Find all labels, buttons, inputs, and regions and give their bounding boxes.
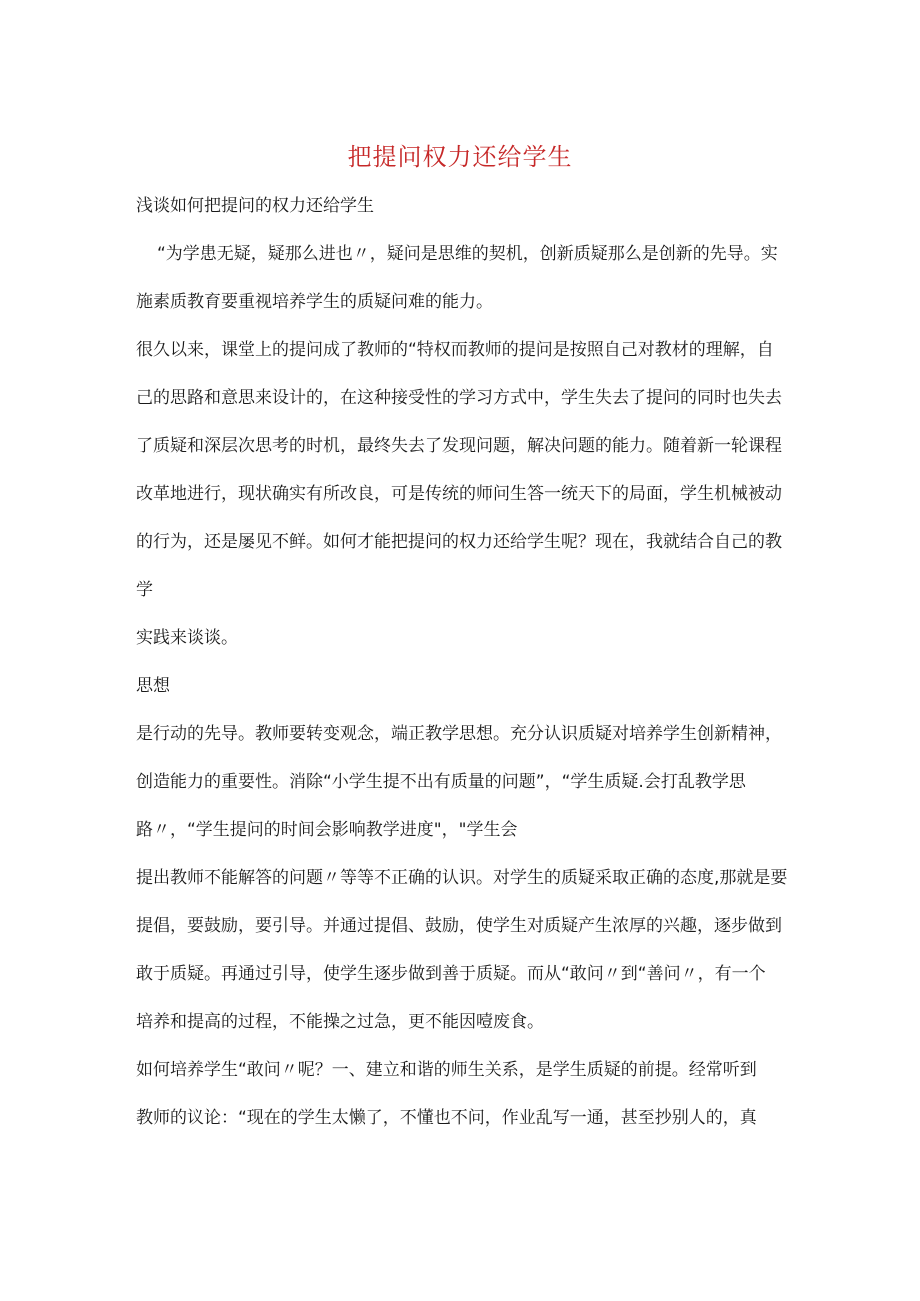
paragraph-line: 提出教师不能解答的问题〃等等不正确的认识。对学生的质疑采取正确的态度,那就是要: [136, 868, 788, 888]
paragraph-line: 敢于质疑。再通过引导，使学生逐步做到善于质疑。而从“敢问〃到“善问〃，有一个: [136, 964, 766, 984]
paragraph-line: 了质疑和深层次思考的时机，最终失去了发现问题，解决问题的能力。随着新一轮课程: [136, 436, 782, 456]
paragraph-line: 实践来谈谈。: [136, 628, 238, 648]
paragraph-line: 改革地进行，现状确实有所改良，可是传统的师问生答一统天下的局面，学生机械被动: [136, 484, 782, 504]
paragraph-line: 如何培养学生“敢问〃呢？一、建立和谐的师生关系，是学生质疑的前提。经常听到: [136, 1060, 757, 1080]
paragraph-line: 己的思路和意思来设计的，在这种接受性的学习方式中，学生失去了提问的同时也失去: [136, 388, 782, 408]
paragraph-line: 施素质教育要重视培养学生的质疑问难的能力。: [136, 292, 493, 312]
paragraph-line: 的行为，还是屡见不鲜。如何才能把提问的权力还给学生呢？现在，我就结合自己的教: [136, 532, 782, 552]
paragraph-line: 是行动的先导。教师要转变观念，端正教学思想。充分认识质疑对培养学生创新精神，: [136, 724, 782, 744]
paragraph-line: 培养和提高的过程，不能操之过急，更不能因噎废食。: [136, 1012, 544, 1032]
document-subtitle: 浅谈如何把提问的权力还给学生: [136, 196, 374, 216]
document-title: 把提问权力还给学生: [347, 143, 573, 171]
paragraph-line: 很久以来，课堂上的提问成了教师的“特权而教师的提问是按照自己对教材的理解，自: [136, 340, 774, 360]
paragraph-line: 教师的议论：“现在的学生太懒了，不懂也不问，作业乱写一通，甚至抄别人的，真: [136, 1108, 757, 1128]
paragraph-line: 创造能力的重要性。消除“小学生提不出有质量的问题”，“学生质疑.会打乱教学思: [136, 772, 746, 792]
paragraph-line: 思想: [136, 676, 170, 696]
paragraph-line: 提倡，要鼓励，要引导。并通过提倡、鼓励，使学生对质疑产生浓厚的兴趣，逐步做到: [136, 916, 782, 936]
paragraph-line: 路〃，“学生提问的时间会影响教学进度"，"学生会: [136, 820, 518, 840]
paragraph-line: 学: [136, 580, 153, 600]
paragraph-line: “为学患无疑，疑那么进也〃，疑问是思维的契机，创新质疑那么是创新的先导。实: [157, 244, 778, 264]
